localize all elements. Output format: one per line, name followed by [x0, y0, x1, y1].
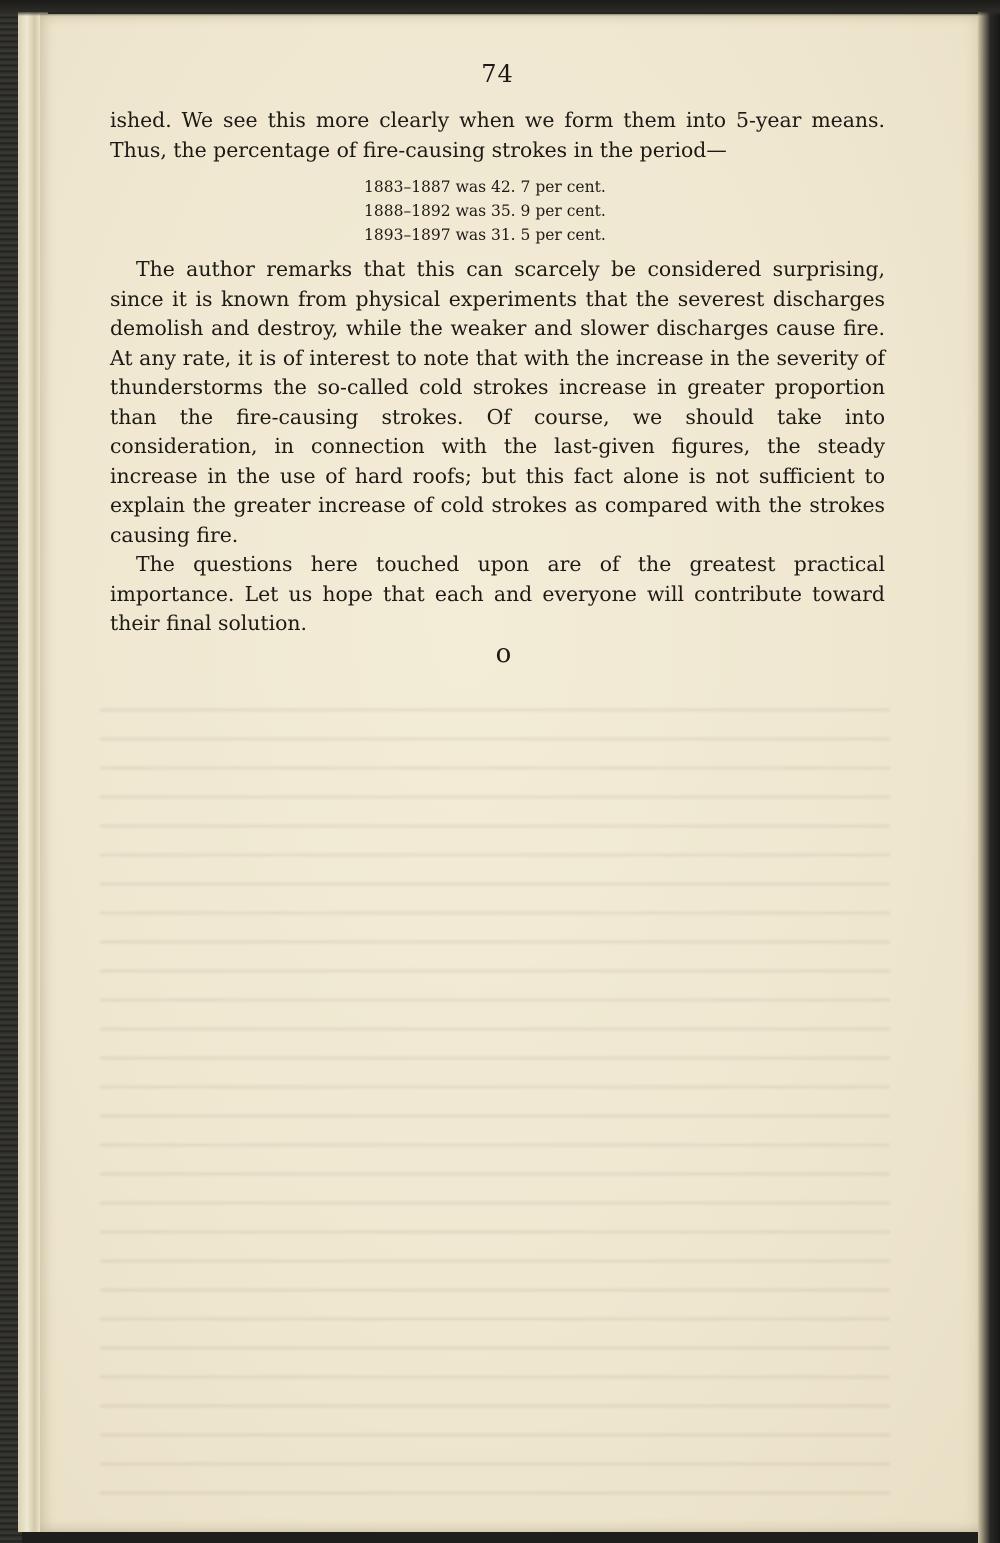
- period-percentages: [364, 175, 885, 247]
- period-1883-1887: 1883–1887 was 42. 7 per cent.: [364, 178, 606, 196]
- page-text: [110, 60, 885, 667]
- show-through-text: [100, 690, 890, 1510]
- opening-paragraph: ished. We see this more clearly when we form them into 5-year means. Thus, the percentage of fire-causing strokes in the period—: [110, 108, 885, 162]
- paragraph-author-remarks: The author remarks that this can scarcely be considered surprising, since it is known from physical experiments that the severest discharges demolish and destroy, while the weaker and slower discharges cause fire. At any rate, it is of interest to note that with the increase in the severity of thunderstorms the so-called cold strokes increase in greater proportion than the fire-causing strokes. Of course, we should take into consideration, in connection with the last-given figures, the steady increase in the use of hard roofs; but this fact alone is not sufficient to explain the greater increase of cold strokes as compared with the strokes causing fire.: [110, 257, 885, 547]
- top-page-edge: [0, 0, 1000, 16]
- right-page-edge: [978, 0, 1000, 1543]
- paragraph-conclusion: The questions here touched upon are of the greatest practical importance. Let us hope that each and everyone will contribute toward their final solution.: [110, 552, 885, 635]
- page-number: 74: [481, 60, 514, 88]
- end-mark: o: [495, 638, 512, 669]
- period-1893-1897: 1893–1897 was 31. 5 per cent.: [364, 226, 606, 244]
- period-1888-1892: 1888–1892 was 35. 9 per cent.: [364, 202, 606, 220]
